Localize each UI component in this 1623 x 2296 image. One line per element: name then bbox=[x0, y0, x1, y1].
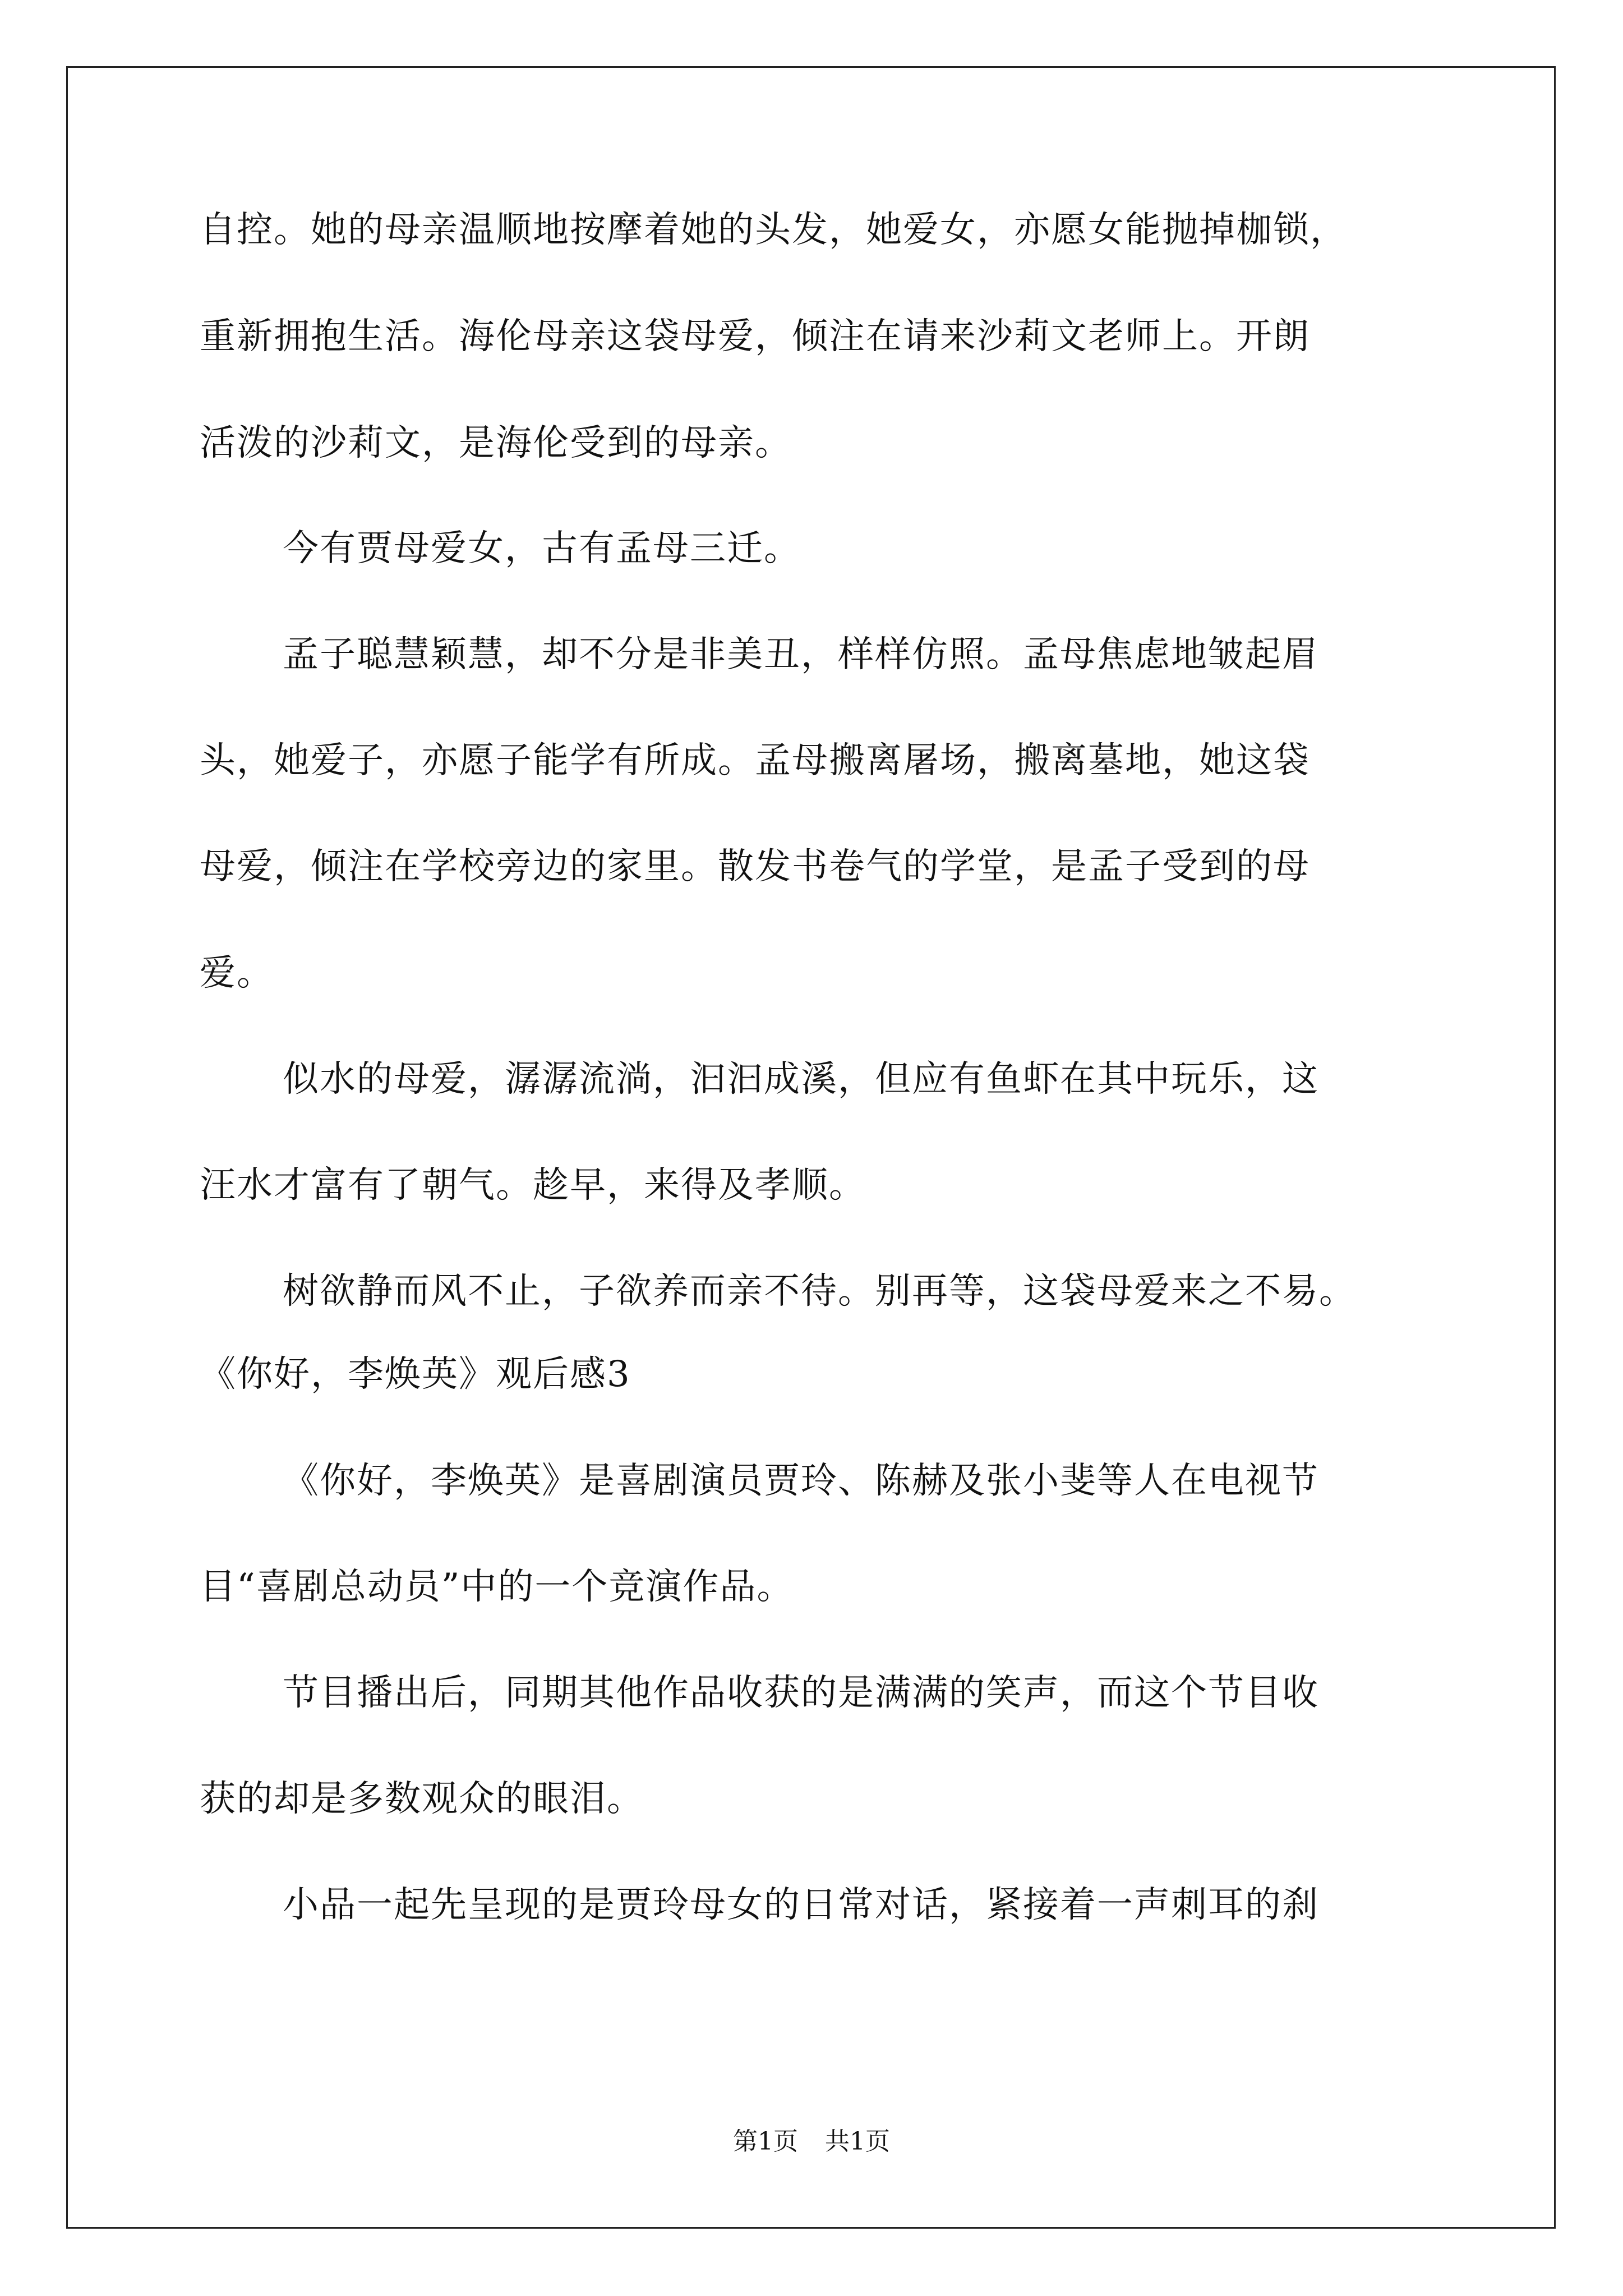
text-line: 今有贾母爱女，古有孟母三迁。 bbox=[283, 528, 801, 569]
section-heading: 《你好，李焕英》观后感3 bbox=[200, 1354, 631, 1395]
text-line: 目“喜剧总动员”中的一个竞演作品。 bbox=[200, 1566, 794, 1608]
text-line: 小品一起先呈现的是贾玲母女的日常对话，紧接着一声刺耳的刹 bbox=[283, 1884, 1319, 1926]
text-line: 爱。 bbox=[200, 953, 274, 994]
page-footer bbox=[0, 2126, 1623, 2157]
text-line: 母爱，倾注在学校旁边的家里。散发书卷气的学堂，是孟子受到的母 bbox=[200, 846, 1310, 887]
text-line: 自控。她的母亲温顺地按摩着她的头发，她爱女，亦愿女能抛掉枷锁， bbox=[200, 209, 1347, 251]
text-line: 重新拥抱生活。海伦母亲这袋母爱，倾注在请来沙莉文老师上。开朗 bbox=[200, 316, 1310, 357]
text-line: 似水的母爱，潺潺流淌，汩汩成溪，但应有鱼虾在其中玩乐，这 bbox=[283, 1059, 1319, 1100]
text-line: 节目播出后，同期其他作品收获的是满满的笑声，而这个节目收 bbox=[283, 1672, 1319, 1714]
text-line: 汪水才富有了朝气。趁早，来得及孝顺。 bbox=[200, 1165, 866, 1206]
page-number: 第1页 bbox=[733, 2127, 798, 2156]
text-line: 头，她爱子，亦愿子能学有所成。孟母搬离屠场，搬离墓地，她这袋 bbox=[200, 740, 1310, 781]
text-line: 活泼的沙莉文，是海伦受到的母亲。 bbox=[200, 422, 792, 464]
text-line: 获的却是多数观众的眼泪。 bbox=[200, 1778, 644, 1820]
text-line: 孟子聪慧颖慧，却不分是非美丑，样样仿照。孟母焦虑地皱起眉 bbox=[283, 634, 1319, 675]
page-total: 共1页 bbox=[825, 2127, 890, 2156]
text-line: 《你好，李焕英》是喜剧演员贾玲、陈赫及张小斐等人在电视节 bbox=[283, 1460, 1319, 1502]
text-line: 树欲静而风不止，子欲养而亲不待。别再等，这袋母爱来之不易。 bbox=[283, 1271, 1356, 1312]
